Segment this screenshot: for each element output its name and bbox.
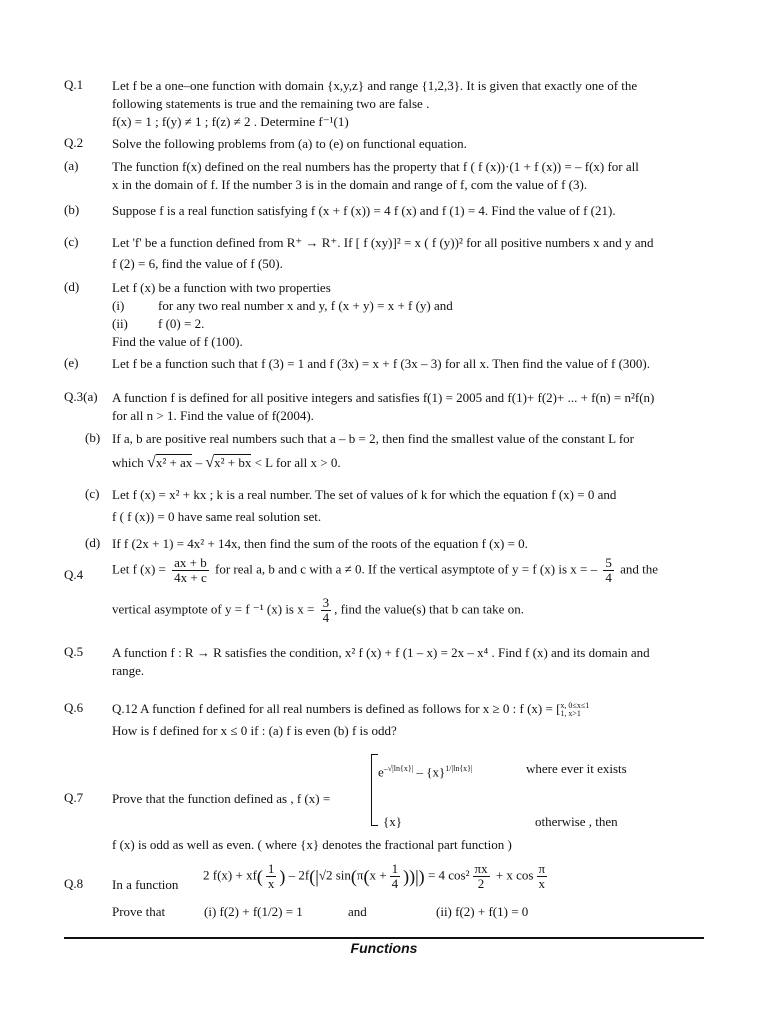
q8-eq-e: x + [369,867,387,883]
q4-post: and the [620,561,658,577]
q8-line2c: and [348,904,367,919]
q5-label: Q.5 [64,644,84,659]
q3d-label: (d) [85,535,101,550]
q2d-line1: Let f (x) be a function with two properties [112,280,331,295]
q3b-rad2: x² + bx [214,455,252,470]
q3c-text [112,486,704,526]
q3a-text [112,389,704,425]
q2b-label: (b) [64,202,80,217]
q4-line2b: , find the value(s) that b can take on. [334,601,524,617]
q7-case2-x: {x} [383,814,402,829]
q4-fraction-2 [603,556,614,585]
q7-case2-tail: otherwise , then [535,814,618,829]
q4-fraction-3 [321,596,332,625]
q6-case1: x, 0≤x≤1 [560,701,590,711]
q2a-text [112,158,704,194]
q8-eq-c: √2 sin [318,867,351,883]
q7-label: Q.7 [64,790,84,805]
q8-fraction-3 [473,862,490,891]
q8-f2-den: 4 [391,876,399,891]
q8-eq-f: = 4 cos² [424,867,470,883]
radical-sign-1: √ [147,454,156,471]
q6-line2: How is f defined for x ≤ 0 if : (a) f is even (b) f is odd? [112,723,397,739]
q8-line2d: (ii) f(2) + f(1) = 0 [436,904,529,919]
q8-fraction-1 [266,862,277,891]
q8-paren-open-3: ( [350,866,357,887]
q3b-minus: – [192,455,206,470]
q8-f4-num: π [538,861,546,876]
q8-paren-close-2: ))|) [403,866,425,887]
footer-title: Functions [350,940,418,956]
q1-label: Q.1 [64,77,84,92]
q8-line2a: Prove that [112,904,166,919]
q2a-line2: x in the domain of f. If the number 3 is in the domain and range of f, com the value of f (3). [112,177,588,192]
q5-text [112,644,704,680]
q2c-line2: f (2) = 6, find the value of f (50). [112,256,283,271]
q4-line2 [112,596,704,625]
q6-case2: 1, x>1 [560,709,581,719]
q7-case1-root: 1/|ln{x}| [445,764,473,773]
q8-label: Q.8 [64,876,84,891]
q2c-label: (c) [64,234,79,249]
footer-rule [64,937,704,939]
q7-line3: f (x) is odd as well as even. ( where {x} denotes the fractional part function ) [112,837,512,852]
q3b-text [112,430,704,472]
q8-paren-open-1: ( [256,866,263,887]
q2b-text: Suppose f is a real function satisfying f (x + f (x)) = 4 f (x) and f (1) = 4. Find the value of f (21). [112,203,616,218]
q3a-line2: for all n > 1. Find the value of f(2004). [112,408,314,423]
q4-line1 [112,556,704,585]
q3b-tail: < L for all x > 0. [251,455,341,470]
q8-fraction-4 [537,862,548,891]
q7-case1 [378,760,698,781]
q3b-label: (b) [85,430,101,445]
q3c-line2: f ( f (x)) = 0 have same real solution set. [112,509,322,524]
q6-label: Q.6 [64,700,84,715]
q1-line3: f(x) = 1 ; f(y) ≠ 1 ; f(z) ≠ 2 . Determine f⁻¹(1) [112,114,349,129]
q2e-label: (e) [64,355,79,370]
q8-paren-open-2: (| [309,866,319,887]
q4-num3: 3 [322,595,330,610]
q6-text [112,700,704,740]
q6-line1 [112,700,704,718]
q7-case1-tail: where ever it exists [526,761,627,776]
q8-f1-den: x [267,876,275,891]
q7-case1-b: – {x} [413,764,446,780]
q1-text [112,77,704,131]
q2d-text [112,279,704,351]
q2d-ii-text: f (0) = 2. [158,316,205,331]
q4-fraction [172,556,209,585]
q7-left-brace [371,754,378,826]
q4-den: 4x + c [174,570,207,585]
q7-case2 [383,813,703,831]
q4-line2a: vertical asymptote of y = f ⁻¹ (x) is x = [112,601,315,617]
q7-pre: Prove that the function defined as , f (x) = [112,791,331,806]
q5-line2: range. [112,663,145,678]
q3c-line1: Let f (x) = x² + kx ; k is a real number. The set of values of k for which the equation f (x) = 0 and [112,487,617,502]
q8-f3-den: 2 [477,876,485,891]
q3c-label: (c) [85,486,100,501]
q1-line1: Let f be a one–one function with domain {x,y,z} and range {1,2,3}. It is given that exactly one of the [112,78,638,93]
q8-equation [203,862,550,891]
q2d-ii-label: (ii) [112,316,128,331]
q4-num: ax + b [174,555,207,570]
q8-paren-close-1: ) [279,866,286,887]
q2d-line4: Find the value of f (100). [112,334,243,349]
q3-label: Q.3(a) [64,389,98,404]
q8-paren-open-4: ( [363,866,370,887]
radical-sign-2: √ [205,454,215,471]
q4-mid: for real a, b and c with a ≠ 0. If the vertical asymptote of y = f (x) is x = – [215,561,598,577]
q8-eq-g: + x cos [492,867,534,883]
q3b-line1: If a, b are positive real numbers such that a – b = 2, then find the smallest value of the constant L for [112,431,634,446]
q2c-text [112,234,704,273]
q8-f2-num: 1 [391,861,399,876]
q2d-i-label: (i) [112,298,125,313]
q2-label: Q.2 [64,135,84,150]
q2d-label: (d) [64,279,80,294]
q8-eq-a: 2 f(x) + xf [203,867,257,883]
q2d-i-text: for any two real number x and y, f (x + y) = x + f (y) and [158,298,453,313]
q4-pre: Let f (x) = [112,561,166,577]
q8-line2 [112,903,529,921]
q4-den3: 4 [322,610,330,625]
q2a-line1: The function f(x) defined on the real numbers has the property that f ( f (x))·(1 + f (x)) = – f(x) for all [112,159,639,174]
q4-label: Q.4 [64,567,84,582]
q8-line2b: (i) f(2) + f(1/2) = 1 [204,904,303,919]
q6-cases [560,702,589,718]
q2c-line1: Let 'f' be a function defined from R⁺ → R⁺. If [ f (xy)]² = x ( f (y))² for all positive numbers x and y and [112,235,654,250]
q3a-line1: A function f is defined for all positive integers and satisfies f(1) = 2005 and f(1)+ f(2)+ ... + f(n) = n²f(n) [112,390,655,405]
q2d-ii [112,315,704,333]
q2-intro: Solve the following problems from (a) to (e) on functional equation. [112,136,467,151]
q8-fraction-2 [390,862,401,891]
q4-den2: 4 [605,570,612,585]
q3b-line2 [112,454,704,472]
q3b-rad1: x² + ax [155,455,193,470]
q2e-text: Let f be a function such that f (3) = 1 and f (3x) = x + f (3x – 3) for all x. Then find the value of f (300). [112,356,650,371]
q2a-label: (a) [64,158,79,173]
q8-eq-b: – 2f [285,867,310,883]
q8-f4-den: x [538,876,546,891]
q3d-text: If f (2x + 1) = 4x² + 14x, then find the sum of the roots of the equation f (x) = 0. [112,536,528,551]
q6-line1-text: Q.12 A function f defined for all real numbers is defined as follows for x ≥ 0 : f (x) = [ [112,701,561,716]
q7-case1-e: e [378,764,384,780]
q8-f3-num: πx [474,861,488,876]
q3b-which: which [112,455,144,470]
q8-eq-d: π [356,867,364,883]
q8-pre: In a function [112,877,179,892]
q2d-i [112,297,704,315]
q7-case1-exp: –√|ln{x}| [383,764,414,773]
q4-num2: 5 [605,555,612,570]
q5-line1: A function f : R → R satisfies the condition, x² f (x) + f (1 – x) = 2x – x⁴ . Find f (x) and its domain and [112,645,650,660]
q1-line2: following statements is true and the remaining two are false . [112,96,430,111]
q8-f1-num: 1 [267,861,275,876]
